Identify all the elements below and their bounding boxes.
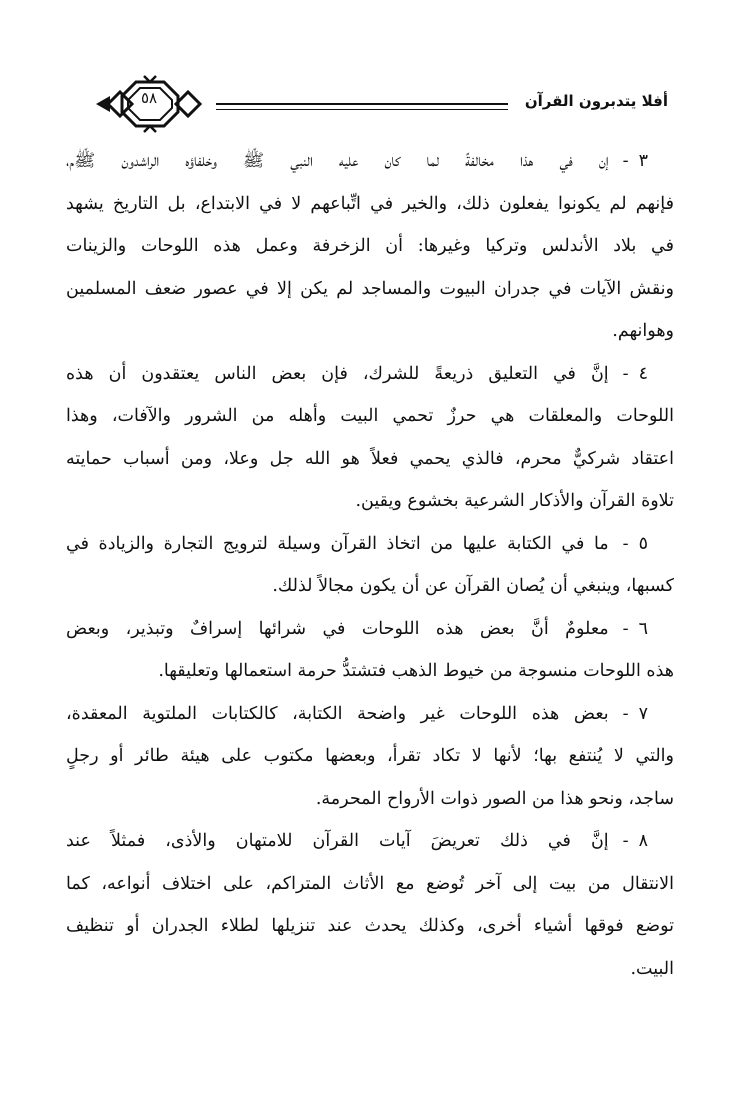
paragraph-line: اللوحات والمعلقات هي حرزٌ تحمي البيت وأهله من الشرور والآفات، وهذا [66, 406, 674, 426]
list-item: ٨-إنَّ في ذلك تعريضَ آيات القرآن للامتهان والأذى، فمثلاً عند الانتقال من بيت إلى آخر تُوضع مع الأثاث المتراكم، على اختلاف أنواعه، كما توضع فوقها أشياء أخرى، وكذلك يحدث عند تنزيلها لطلاء الجدران أو تنظيف البيت. [66, 820, 674, 990]
paragraph-line: في بلاد الأندلس وتركيا وغيرها: أن الزخرفة وعمل هذه اللوحات والزينات [66, 236, 674, 256]
paragraph-line: والتي لا يُنتفع بها؛ لأنها لا تكاد تقرأ، وبعضها مكتوب على هيئة طائر أو رجلٍ [66, 746, 674, 766]
list-item: ٣-إن في هذا مخالفةً لما كان عليه النبي ﷺ وخلفاؤه الراشدون ﷺم، فإنهم لم يكونوا يفعلون ذلك، والخير في اتِّباعهم لا في الابتداع، بل التاريخ يشهد في بلاد الأندلس وتركيا وغيرها: أن الزخرفة وعمل هذه اللوحات والزينات ونقش الآيات في جدران البيوت والمساجد لم يكن إلا في عصور ضعف المسلمين وهوانهم. [66, 140, 674, 353]
item-number: ٤ [638, 363, 648, 384]
paragraph-line: الانتقال من بيت إلى آخر تُوضع مع الأثاث المتراكم، على اختلاف أنواعه، كما [66, 873, 674, 894]
paragraph-line: هذه اللوحات منسوجة من خيوط الذهب فتشتدُّ حرمة استعمالها وتعليقها. [158, 661, 674, 681]
item-number: ٨ [638, 831, 648, 851]
item-number: ٧ [638, 703, 648, 724]
paragraph-line: اعتقاد شركيٌّ محرم، فالذي يحمي فعلاً هو الله جل وعلا، ومن أسباب حمايته [66, 448, 674, 469]
page-number: ٥٨ [140, 89, 158, 107]
list-item: ٥-ما في الكتابة عليها من اتخاذ القرآن وسيلة لترويج التجارة والزيادة في كسبها، وينبغي أن يُصان القرآن عن أن يكون مجالاً لذلك. [66, 523, 674, 608]
item-number: ٣ [638, 151, 648, 171]
paragraph-line: ساجد، ونحو هذا من الصور ذوات الأرواح المحرمة. [315, 788, 674, 809]
list-item: ٦-معلومٌ أنَّ بعض هذه اللوحات في شرائها إسرافٌ وتبذير، وبعض هذه اللوحات منسوجة من خيوط الذهب فتشتدُّ حرمة استعمالها وتعليقها. [66, 608, 674, 693]
paragraph-line: إن في هذا مخالفةً لما كان عليه النبي ﷺ وخلفاؤه الراشدون ﷺم، [66, 151, 609, 171]
paragraph-line: معلومٌ أنَّ بعض هذه اللوحات في شرائها إسرافٌ وتبذير، وبعض [66, 618, 609, 639]
paragraph-line: إنَّ في ذلك تعريضَ آيات القرآن للامتهان والأذى، فمثلاً عند [66, 831, 609, 851]
list-item: ٧-بعض هذه اللوحات غير واضحة الكتابة، كالكتابات الملتوية المعقدة، والتي لا يُنتفع بها؛ لأنها لا تكاد تقرأ، وبعضها مكتوب على هيئة طائر أو رجلٍ ساجد، ونحو هذا من الصور ذوات الأرواح المحرمة. [66, 693, 674, 821]
paragraph-line: البيت. [630, 958, 674, 979]
header-rule [216, 103, 508, 110]
paragraph-line: توضع فوقها أشياء أخرى، وكذلك يحدث عند تنزيلها لطلاء الجدران أو تنظيف [66, 916, 674, 936]
paragraph-line: كسبها، وينبغي أن يُصان القرآن عن أن يكون مجالاً لذلك. [272, 576, 674, 596]
item-number: ٥ [638, 533, 648, 554]
paragraph-line: بعض هذه اللوحات غير واضحة الكتابة، كالكتابات الملتوية المعقدة، [66, 703, 609, 724]
page-header [96, 62, 668, 142]
running-title: أفلا يتدبرون القرآن [524, 92, 668, 110]
paragraph-line: فإنهم لم يكونوا يفعلون ذلك، والخير في اتِّباعهم لا في الابتداع، بل التاريخ يشهد [66, 193, 674, 214]
document-body [66, 140, 674, 990]
paragraph-line: ونقش الآيات في جدران البيوت والمساجد لم يكن إلا في عصور ضعف المسلمين [66, 278, 674, 299]
paragraph-line: ما في الكتابة عليها من اتخاذ القرآن وسيلة لترويج التجارة والزيادة في [66, 533, 609, 554]
list-item: ٤-إنَّ في التعليق ذريعةً للشرك، فإن بعض الناس يعتقدون أن هذه اللوحات والمعلقات هي حرزٌ تحمي البيت وأهله من الشرور والآفات، وهذا اعتقاد شركيٌّ محرم، فالذي يحمي فعلاً هو الله جل وعلا، ومن أسباب حمايته تلاوة القرآن والأذكار الشرعية بخشوع ويقين. [66, 353, 674, 523]
paragraph-line: تلاوة القرآن والأذكار الشرعية بخشوع ويقين. [355, 491, 674, 511]
item-number: ٦ [638, 618, 648, 639]
paragraph-line: إنَّ في التعليق ذريعةً للشرك، فإن بعض الناس يعتقدون أن هذه [66, 363, 609, 384]
paragraph-line: وهوانهم. [612, 321, 674, 341]
